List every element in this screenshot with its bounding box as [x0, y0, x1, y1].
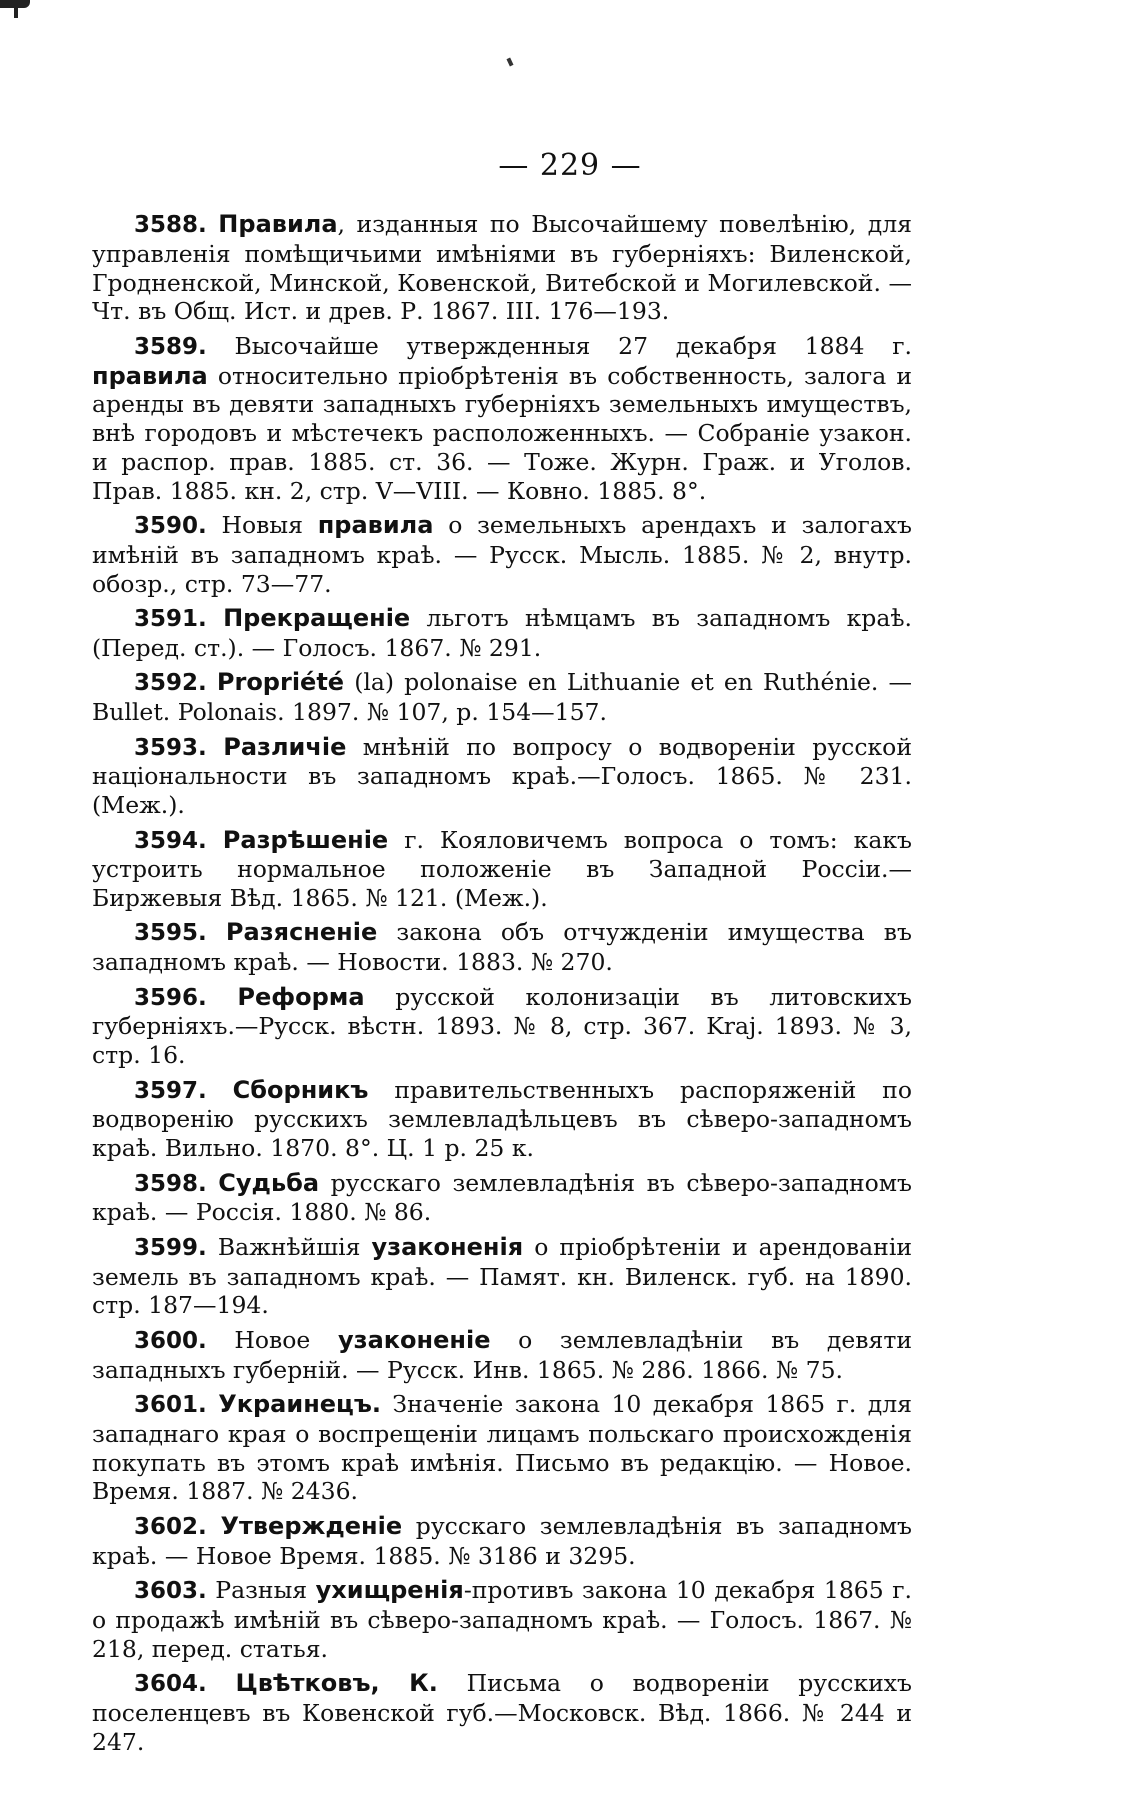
entry-prefix: Важнѣйшія [206, 1232, 372, 1261]
entry-keyword: узаконенія [371, 1232, 524, 1261]
entry-keyword: Утвержденіе [220, 1511, 403, 1540]
scan-artifact [506, 58, 513, 67]
entry-number: 3602. [134, 1513, 207, 1540]
entry-text: Значеніе закона 10 декабря 1865 г. для западнаго края о воспрещеніи лицамъ польскаго происхожденія покупать въ этомъ краѣ имѣнія. Письмо въ редакцію. — Новое. Время. 1887. № 2436. [92, 1390, 912, 1506]
entry-number: 3600. [134, 1327, 207, 1354]
entry-text: относительно пріобрѣтенія въ собственность, залога и аренды въ девяти западныхъ губерніяхъ земельныхъ имуществъ, внѣ городовъ и мѣстечекъ расположенныхъ. — Собраніе узакон. и распор. прав. 1885. ст. 36. — Тоже. Журн. Граж. и Уголов. Прав. 1885. кн. 2, стр. V—VIII. — Ковно. 1885. 8°. [92, 361, 912, 505]
entry-number: 3597. [134, 1077, 207, 1104]
entry-number: 3598. [134, 1170, 207, 1197]
entry-text: о землевладѣніи въ девяти западныхъ губерній. — Русск. Инв. 1865. № 286. 1866. № 75. [92, 1325, 912, 1384]
entry-prefix: Высочайше утвержденныя 27 декабря 1884 г. [206, 331, 912, 360]
entry-prefix [207, 604, 223, 632]
entry-keyword: Разрѣшеніе [222, 825, 389, 854]
entry-prefix [207, 826, 223, 854]
entry-text: (la) polonaise en Lithuanie et en Ruthénie. — Bullet. Polonais. 1897. № 107, p. 154—157. [92, 668, 912, 727]
entry-number: 3593. [134, 734, 207, 761]
bibliography-entry [92, 1233, 912, 1320]
entry-number: 3599. [134, 1234, 207, 1261]
entry-number: 3589. [134, 333, 207, 360]
entry-keyword: Сборникъ [232, 1075, 369, 1104]
entry-number: 3596. [134, 984, 207, 1011]
entry-prefix [207, 210, 219, 238]
bibliography-entry [92, 1576, 912, 1663]
entry-text: мнѣній по вопросу о водвореніи русской національности въ западномъ краѣ.—Голосъ. 1865. № 231. (Меж.). [92, 732, 912, 820]
entry-number: 3592. [134, 670, 207, 697]
bibliography-entries [92, 210, 912, 1762]
entry-keyword: правила [92, 361, 208, 390]
entry-keyword: Прекращеніе [223, 604, 411, 633]
entry-keyword: правила [317, 511, 434, 540]
entry-number: 3594. [134, 827, 207, 854]
entry-number: 3604. [134, 1670, 207, 1697]
entry-prefix: Новое [206, 1325, 338, 1354]
entry-text: о пріобрѣтеніи и арендованіи земель въ западномъ краѣ. — Памят. кн. Виленск. губ. на 1890. стр. 187—194. [92, 1232, 912, 1320]
entry-number: 3588. [134, 212, 207, 238]
entry-text: закона объ отчужденіи имущества въ западномъ краѣ. — Новости. 1883. № 270. [92, 918, 912, 977]
bibliography-entry [92, 1669, 912, 1756]
entry-keyword: Разясненіе [225, 918, 378, 947]
entry-text: русскаго землевладѣнія въ сѣверо-западномъ краѣ. — Россія. 1880. № 86. [92, 1168, 912, 1227]
entry-number: 3595. [134, 920, 207, 947]
bibliography-entry [92, 733, 912, 820]
entry-text: , изданныя по Высочайшему повелѣнію, для управленія помѣщичьими имѣніями въ губерніяхъ: Виленской, Гродненской, Минской, Ковенской, Витебской и Могилевской. — Чт. въ Общ. Ист. и древ. Р. 1867. III. 176—193. [92, 210, 912, 326]
bibliography-entry [92, 983, 912, 1070]
bibliography-entry [92, 332, 912, 506]
scan-artifact [0, 0, 30, 8]
entry-prefix [207, 1669, 236, 1697]
entry-keyword: Propriété [216, 668, 345, 697]
entry-keyword: Судьба [218, 1168, 320, 1197]
entry-number: 3590. [134, 513, 207, 540]
entry-text: русскаго землевладѣнія въ западномъ краѣ. — Новое Время. 1885. № 3186 и 3295. [92, 1511, 912, 1570]
entry-prefix [207, 918, 226, 946]
entry-text: Письма о водвореніи русскихъ поселенцевъ въ Ковенской губ.—Московск. Вѣд. 1866. № 244 и 247. [92, 1668, 912, 1756]
entry-text: г. Кояловичемъ вопроса о томъ: какъ устроить нормальное положеніе въ Западной Россіи.— Биржевыя Вѣд. 1865. № 121. (Меж.). [92, 825, 912, 913]
entry-prefix: Новыя [206, 511, 318, 540]
bibliography-entry [92, 1076, 912, 1163]
bibliography-entry [92, 1390, 912, 1506]
entry-text: -противъ закона 10 декабря 1865 г. о продажѣ имѣній въ сѣверо-западномъ краѣ. — Голосъ. 1867. № 218, перед. статья. [92, 1575, 912, 1663]
bibliography-entry [92, 826, 912, 913]
bibliography-entry [92, 918, 912, 977]
entry-keyword: ухищренія [315, 1575, 464, 1604]
entry-keyword: Украинецъ. [218, 1390, 381, 1418]
entry-text: правительственныхъ распоряженій по водворенію русскихъ землевладѣльцевъ въ сѣверо-западномъ краѣ. Вильно. 1870. 8°. Ц. 1 р. 25 к. [92, 1075, 912, 1163]
bibliography-entry [92, 604, 912, 663]
entry-number: 3591. [134, 606, 207, 633]
entry-number: 3603. [134, 1577, 207, 1604]
entry-prefix: Разныя [206, 1575, 316, 1604]
entry-keyword: Реформа [237, 982, 365, 1011]
entry-prefix [207, 983, 238, 1011]
bibliography-entry [92, 1512, 912, 1571]
entry-text: льготъ нѣмцамъ въ западномъ краѣ. (Перед. ст.). — Голосъ. 1867. № 291. [92, 604, 912, 662]
bibliography-entry [92, 511, 912, 598]
bibliography-entry [92, 1169, 912, 1228]
entry-keyword: Цвѣтковъ, К. [235, 1668, 438, 1697]
bibliography-entry [92, 668, 912, 727]
entry-text: русской колонизаціи въ литовскихъ губерніяхъ.—Русск. вѣстн. 1893. № 8, стр. 367. Kraj. 1893. № 3, стр. 16. [92, 982, 912, 1070]
entry-number: 3601. [134, 1392, 207, 1418]
entry-keyword: узаконеніе [337, 1325, 491, 1354]
bibliography-entry [92, 210, 912, 326]
entry-prefix [207, 733, 223, 761]
entry-prefix [207, 1512, 221, 1540]
entry-keyword: Различіе [223, 732, 347, 761]
entry-prefix [207, 1390, 218, 1418]
entry-keyword: Правила [218, 210, 338, 238]
bibliography-entry [92, 1326, 912, 1385]
entry-prefix [207, 1076, 233, 1104]
entry-prefix [207, 1169, 219, 1197]
entry-text: о земельныхъ арендахъ и залогахъ имѣній въ западномъ краѣ. — Русск. Мысль. 1885. № 2, внутр. обозр., стр. 73—77. [92, 511, 913, 598]
page-number: — 229 — [498, 148, 642, 183]
entry-prefix [207, 668, 217, 696]
